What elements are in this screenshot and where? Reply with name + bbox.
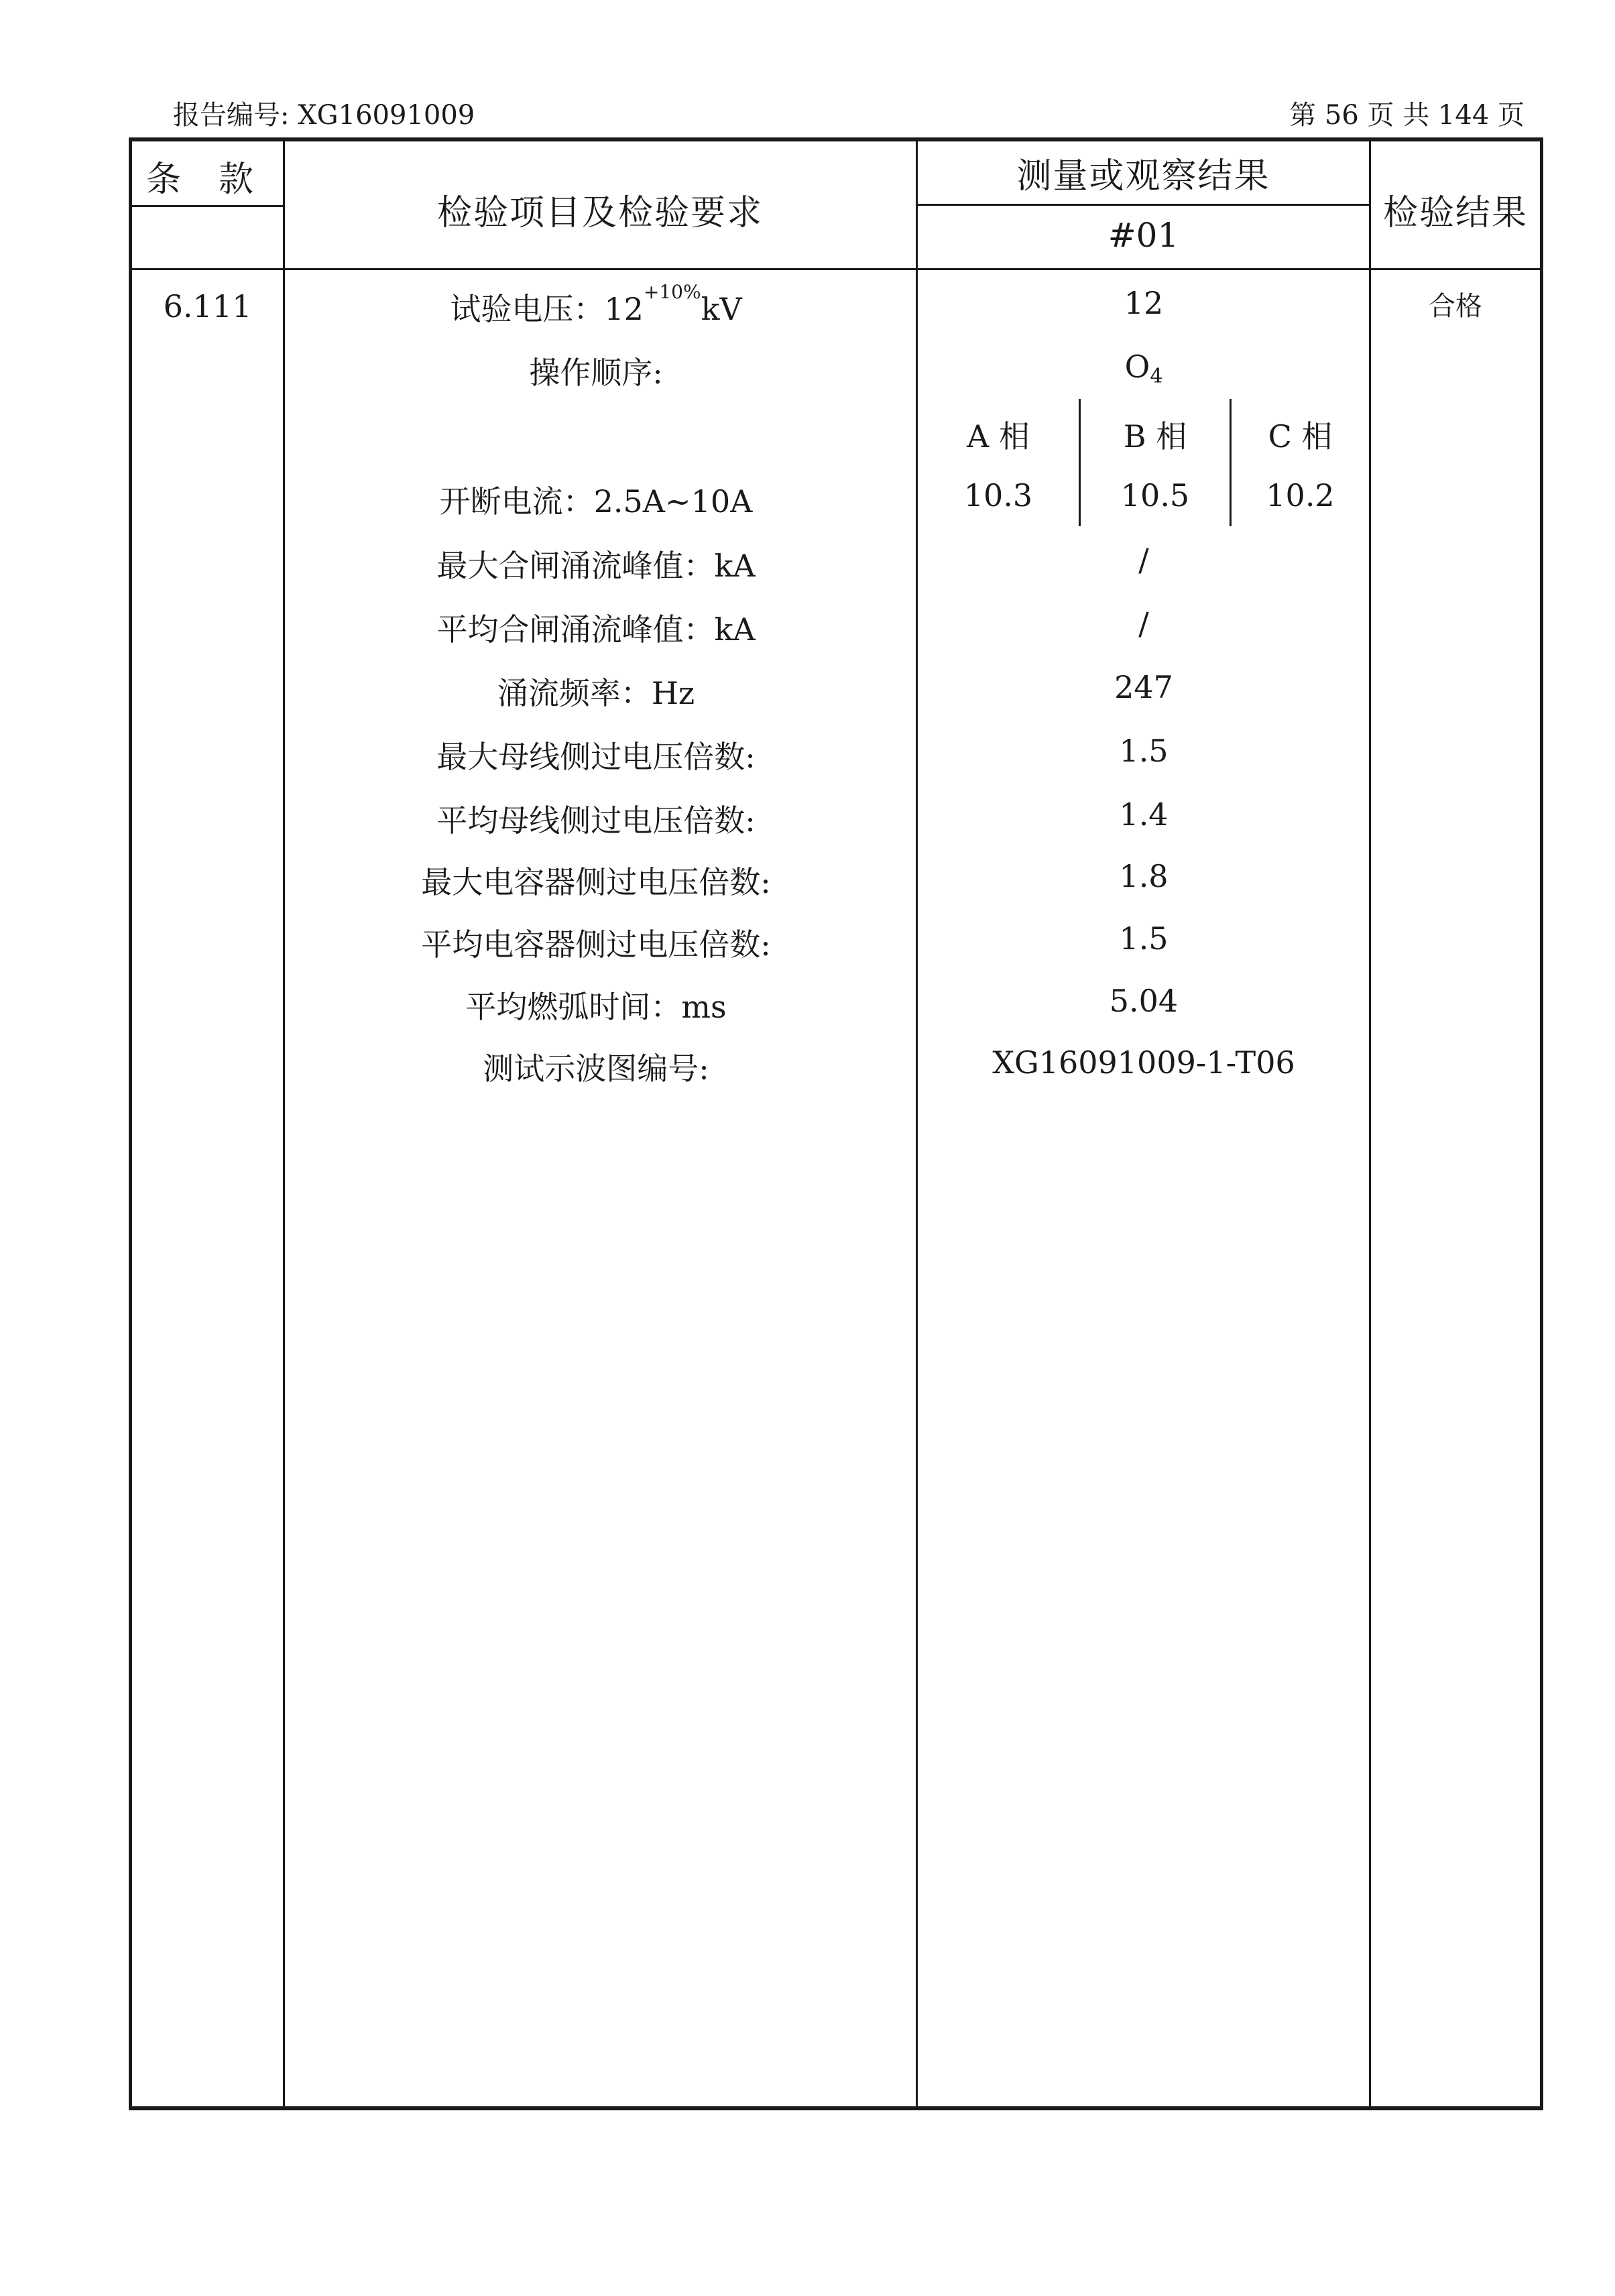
test-result: 合格 <box>1429 291 1482 322</box>
clause-header: 条 款 <box>146 160 255 200</box>
phase-a-value: 10.3 <box>963 477 1033 513</box>
max-inrush-peak-value: / <box>1138 542 1149 578</box>
oscillogram-number-label: 测试示波图编号: <box>483 1050 709 1087</box>
inrush-frequency-label: 涌流频率：Hz <box>497 675 695 711</box>
max-capacitor-overvoltage-value: 1.8 <box>1119 858 1169 894</box>
inrush-frequency-value: 247 <box>1114 669 1173 705</box>
avg-capacitor-overvoltage-label: 平均电容器侧过电压倍数: <box>421 926 771 963</box>
avg-inrush-peak-value: / <box>1138 605 1149 642</box>
phase-c-value: 10.2 <box>1266 477 1335 513</box>
test-voltage-label: 试验电压：$12^{+10\%}kV$ <box>450 281 742 327</box>
avg-bus-overvoltage-label: 平均母线侧过电压倍数: <box>436 802 756 839</box>
avg-capacitor-overvoltage-value: 1.5 <box>1119 920 1169 957</box>
max-capacitor-overvoltage-label: 最大电容器侧过电压倍数: <box>421 864 771 900</box>
avg-bus-overvoltage-value: 1.4 <box>1119 796 1169 833</box>
result-header: 检验结果 <box>1382 193 1528 233</box>
test-voltage-value: 12 <box>1124 285 1164 321</box>
max-inrush-peak-label: 最大合闸涌流峰值：kA <box>436 548 756 584</box>
measure-header: 测量或观察结果 <box>1016 156 1270 196</box>
phase-b-value: 10.5 <box>1120 477 1190 513</box>
clause-number: 6.111 <box>163 288 252 324</box>
page-info: 第 56 页 共 144 页 <box>1289 100 1524 131</box>
max-bus-overvoltage-value: 1.5 <box>1119 733 1169 769</box>
phase-c-label: C 相 <box>1268 418 1333 455</box>
item-header: 检验项目及检验要求 <box>436 193 763 233</box>
avg-arcing-time-label: 平均燃弧时间：ms <box>465 989 727 1025</box>
phase-b-label: B 相 <box>1123 418 1187 455</box>
avg-arcing-time-value: 5.04 <box>1109 983 1179 1019</box>
oscillogram-number-value: XG16091009-1-T06 <box>992 1044 1295 1081</box>
operating-sequence-value: $O_4$ <box>1124 349 1163 388</box>
breaking-current-label: 开断电流：2.5A~10A <box>439 483 753 520</box>
avg-inrush-peak-label: 平均合闸涌流峰值：kA <box>436 611 756 648</box>
max-bus-overvoltage-label: 最大母线侧过电压倍数: <box>436 739 756 775</box>
phase-a-label: A 相 <box>967 418 1030 455</box>
operating-sequence-label: 操作顺序: <box>529 355 663 391</box>
report-number: 报告编号: XG16091009 <box>173 100 475 131</box>
sample-header: #01 <box>1108 216 1179 255</box>
